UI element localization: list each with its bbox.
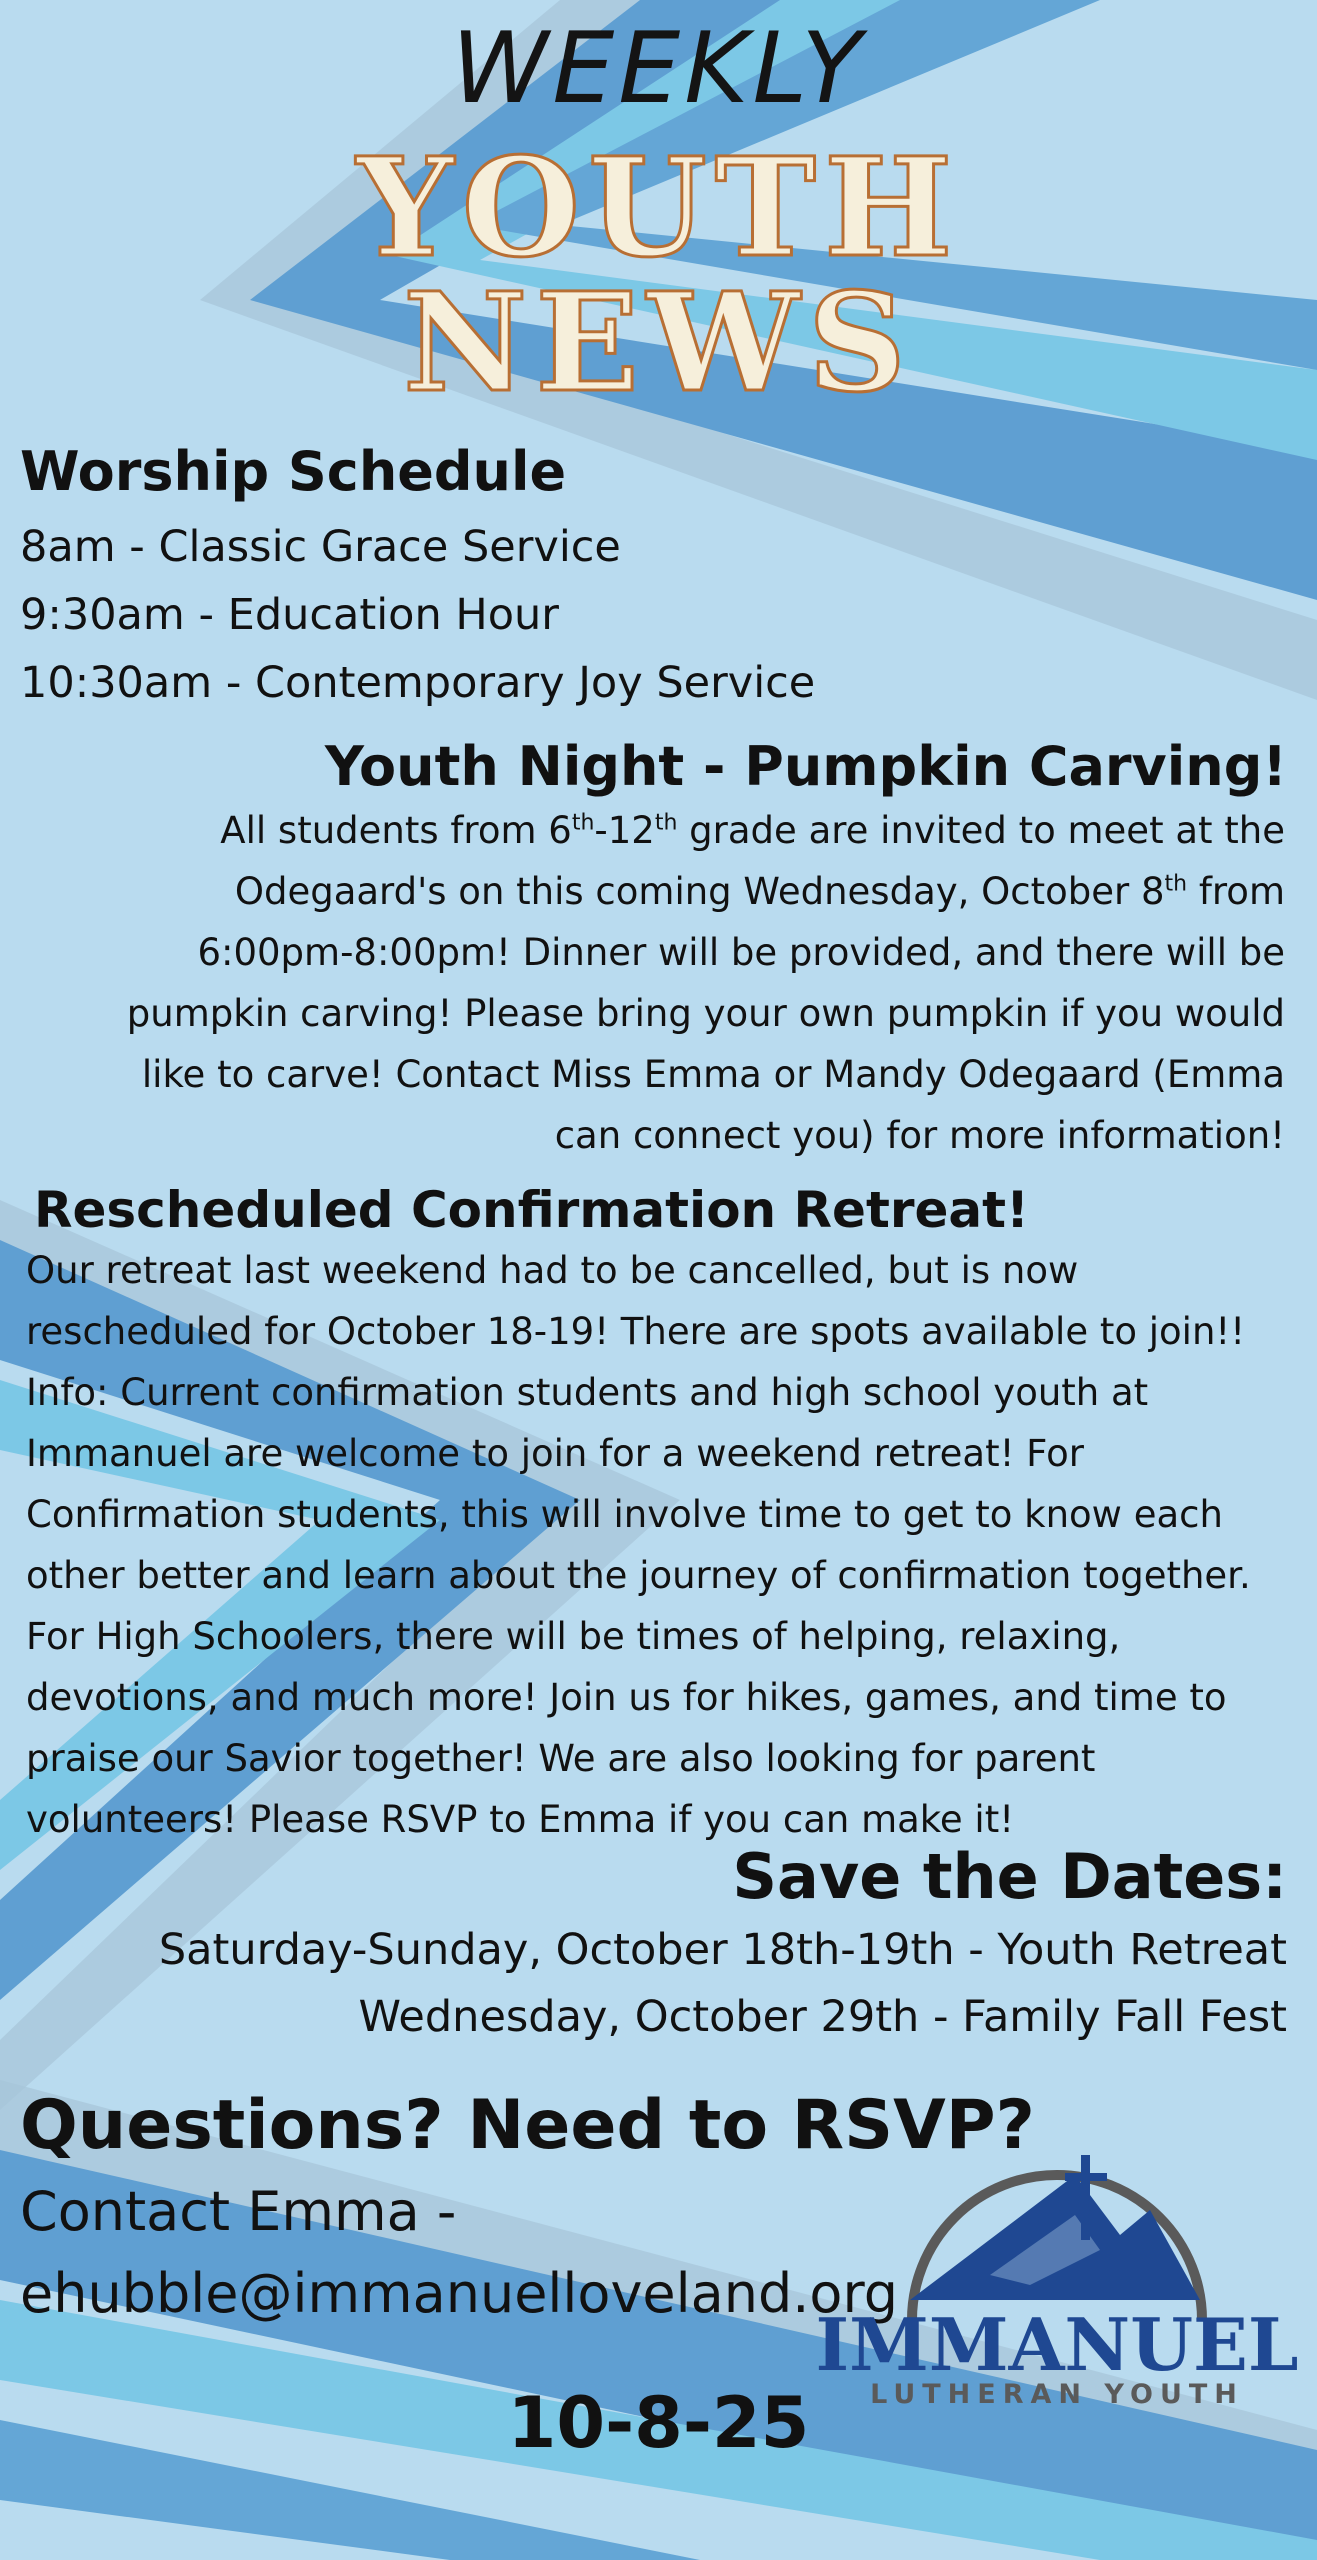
logo-name: IMMANUEL [815,2302,1299,2387]
contact-email-link[interactable]: ehubble@immanuelloveland.org [20,2262,898,2325]
youth-night-heading: Youth Night - Pumpkin Carving! [324,735,1287,798]
retreat-text: Our retreat last weekend had to be cancelled, but is now rescheduled for October 18-19! There are spots available to join!! Info: Current confirmation students and high school youth at Immanuel are welcome to join for a weekend retreat! For Confirmation students, this will involve time to get to know each other better and learn about the journey of confirmation together. For High Schoolers, there will be times of helping, relaxing, devotions, and much more! Join us for hikes, games, and time to praise our Savior together! We are also looking for parent volunteers! Please RSVP to Emma if you can make it! [26,1249,1251,1841]
title-youth: YOUTH [356,128,961,288]
save-date-item: Saturday-Sunday, October 18th-19th - Youth Retreat [158,1925,1287,1975]
worship-heading: Worship Schedule [20,440,567,503]
retreat-heading: Rescheduled Confirmation Retreat! [34,1181,1029,1239]
save-date-item: Wednesday, October 29th - Family Fall Fest [358,1992,1287,2042]
youth-night-text: All students from 6th-12th grade are invited to meet at the Odegaard's on this coming Wednesday, October 8th from 6:00pm-8:00pm! Dinner will be provided, and there will be pumpkin carving! Please bring your own pumpkin if you would like to carve! Contact Miss Emma or Mandy Odegaard (Emma can connect you) for more information! [126,809,1285,1157]
immanuel-lutheran-youth-logo [815,2085,1299,2415]
worship-item: 10:30am - Contemporary Joy Service [20,658,816,708]
worship-item: 9:30am - Education Hour [20,590,559,640]
title-news: NEWS [403,263,914,423]
contact-heading: Questions? Need to RSVP? [20,2086,1035,2165]
weekly-label: WEEKLY [451,12,866,126]
contact-line: Contact Emma - [20,2180,457,2243]
logo-subtitle: LUTHERAN YOUTH [870,2379,1244,2410]
issue-date: 10-8-25 [507,2382,810,2464]
worship-item: 8am - Classic Grace Service [20,522,621,572]
save-dates-heading: Save the Dates: [732,1840,1287,1913]
